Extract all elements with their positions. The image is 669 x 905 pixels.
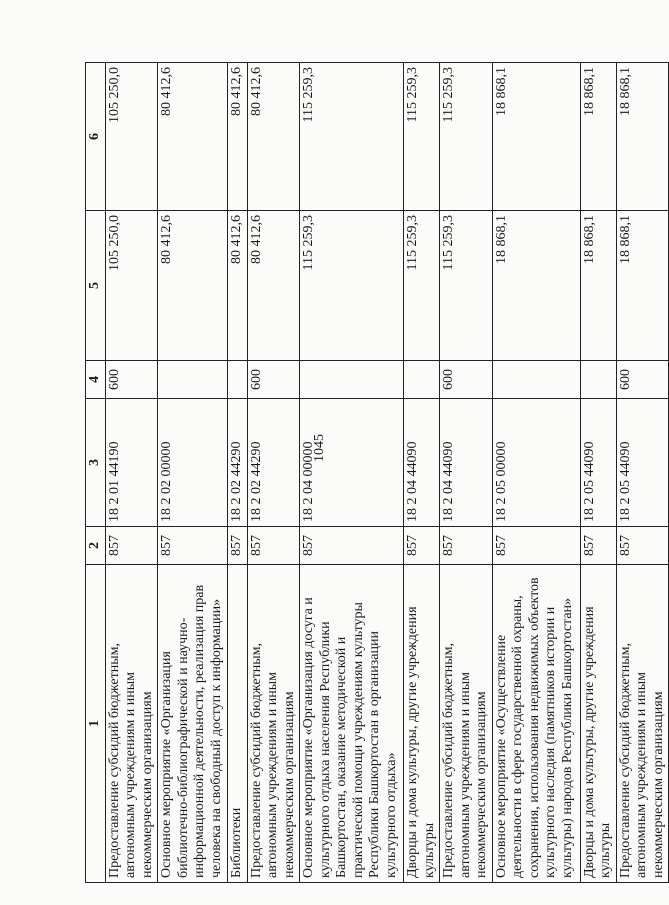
table-row	[105, 63, 158, 883]
row-value-6: 18 868,1	[580, 63, 616, 211]
row-code: 18 2 05 44090	[616, 399, 669, 527]
row-value-5: 80 412,6	[247, 211, 300, 361]
row-value-6: 80 412,6	[228, 63, 248, 211]
row-code: 18 2 04 00000	[300, 399, 404, 527]
row-value-5: 115 259,3	[300, 211, 404, 361]
row-ministry: 857	[404, 527, 440, 565]
header-col-3: 3	[86, 399, 106, 527]
table-row	[300, 63, 404, 883]
row-ministry: 857	[616, 527, 669, 565]
table-row	[404, 63, 440, 883]
row-value-6: 115 259,3	[404, 63, 440, 211]
row-ministry: 857	[247, 527, 300, 565]
row-name: Дворцы и дома культуры, другие учреждения культуры	[580, 565, 616, 883]
header-col-4: 4	[86, 361, 106, 399]
row-value-6: 80 412,6	[247, 63, 300, 211]
row-ministry: 857	[228, 527, 248, 565]
row-type	[300, 361, 404, 399]
table-row	[247, 63, 300, 883]
row-type	[158, 361, 228, 399]
row-ministry: 857	[492, 527, 580, 565]
row-ministry: 857	[300, 527, 404, 565]
row-code: 18 2 02 44290	[247, 399, 300, 527]
row-value-5: 105 250,0	[105, 211, 158, 361]
row-name: Основное мероприятие «Организация досуга и культурного отдыха населения Республики Башкортостан, оказание методической и практической помощи учреждениям культуры Республики Башкортостан в организации культурного отдыха»	[300, 565, 404, 883]
row-code: 18 2 04 44090	[440, 399, 493, 527]
row-type: 600	[247, 361, 300, 399]
row-type	[228, 361, 248, 399]
row-value-6: 105 250,0	[105, 63, 158, 211]
row-type: 600	[105, 361, 158, 399]
row-value-6: 18 868,1	[616, 63, 669, 211]
header-col-1: 1	[86, 565, 106, 883]
header-col-2: 2	[86, 527, 106, 565]
budget-table	[85, 62, 669, 883]
row-name: Библиотеки	[228, 565, 248, 883]
row-ministry: 857	[580, 527, 616, 565]
row-type: 600	[616, 361, 669, 399]
table-row	[440, 63, 493, 883]
table-row	[580, 63, 616, 883]
row-type	[492, 361, 580, 399]
row-name: Дворцы и дома культуры, другие учреждения культуры	[404, 565, 440, 883]
row-name: Предоставление субсидий бюджетным, автономным учреждениям и иным некоммерческим организациям	[105, 565, 158, 883]
page-number: 1045	[312, 434, 327, 462]
row-code: 18 2 05 44090	[580, 399, 616, 527]
row-name: Основное мероприятие «Организация библиотечно-библиографической и научно-информационной деятельности, реализация прав человека на свободный доступ к информации»	[158, 565, 228, 883]
row-value-5: 80 412,6	[158, 211, 228, 361]
row-code: 18 2 05 00000	[492, 399, 580, 527]
table-header-row	[86, 63, 106, 883]
table-row	[158, 63, 228, 883]
row-code: 18 2 04 44090	[404, 399, 440, 527]
row-name: Основное мероприятие «Осуществление деятельности в сфере государственной охраны, сохранения, использования недвижимых объектов культурного наследия (памятников истории и культуры) народов Республики Башкортостан»	[492, 565, 580, 883]
row-value-6: 80 412,6	[158, 63, 228, 211]
row-name: Предоставление субсидий бюджетным, автономным учреждениям и иным некоммерческим организациям	[440, 565, 493, 883]
row-ministry: 857	[440, 527, 493, 565]
row-ministry: 857	[158, 527, 228, 565]
row-type: 600	[440, 361, 493, 399]
row-value-5: 115 259,3	[404, 211, 440, 361]
header-col-6: 6	[86, 63, 106, 211]
row-value-5: 80 412,6	[228, 211, 248, 361]
row-value-5: 18 868,1	[580, 211, 616, 361]
header-col-5: 5	[86, 211, 106, 361]
row-value-5: 18 868,1	[492, 211, 580, 361]
row-code: 18 2 02 44290	[228, 399, 248, 527]
row-ministry: 857	[105, 527, 158, 565]
table-row	[492, 63, 580, 883]
row-name: Предоставление субсидий бюджетным, автономным учреждениям и иным некоммерческим организациям	[616, 565, 669, 883]
row-type	[404, 361, 440, 399]
row-value-6: 115 259,3	[300, 63, 404, 211]
row-type	[580, 361, 616, 399]
row-value-5: 115 259,3	[440, 211, 493, 361]
row-value-6: 18 868,1	[492, 63, 580, 211]
document-sheet	[85, 63, 666, 883]
row-name: Предоставление субсидий бюджетным, автономным учреждениям и иным некоммерческим организациям	[247, 565, 300, 883]
row-code: 18 2 02 00000	[158, 399, 228, 527]
table-row	[616, 63, 669, 883]
row-code: 18 2 01 44190	[105, 399, 158, 527]
row-value-5: 18 868,1	[616, 211, 669, 361]
row-value-6: 115 259,3	[440, 63, 493, 211]
table-row	[228, 63, 248, 883]
